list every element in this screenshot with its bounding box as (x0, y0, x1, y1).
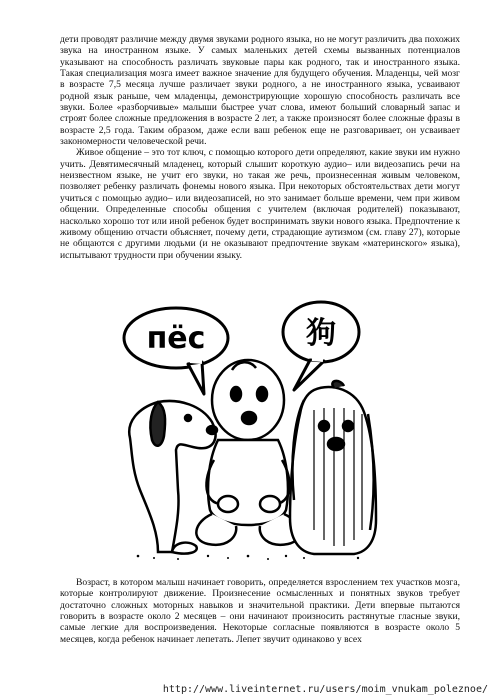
top-text-block (60, 34, 460, 261)
right-dog (290, 381, 376, 554)
bottom-text-block (60, 577, 460, 645)
ground-texture (137, 555, 360, 560)
paragraph-speech-onset: Возраст, в котором малыш начинает говорить, определяется взрослением тех участков мозга, которые контролируют движение. Произнесение осмысленных и понятных звуков требует достаточно сложных моторных навыков и значительной практики. Дети впервые пытаются говорить в возрасте около 2 месяцев – они начинают произносить растянутые гласные звуки, самые легкие для воспроизведения. Некоторые согласные появляются в возрасте около 5 месяцев, когда ребенок начинает лепетать. Лепет звучит одинаково у всех (60, 577, 460, 645)
bubble-right-word: 狗 (306, 316, 336, 351)
illustration-drawing (118, 290, 378, 562)
speech-bubble-right (283, 302, 359, 390)
source-url-watermark: http://www.liveinternet.ru/users/moim_vnukam_poleznoe/ (162, 684, 488, 695)
paragraph-speech-discrimination: дети проводят различие между двумя звуками родного языка, но не могут различить два похожих звука на иностранном языке. У самых маленьких детей схемы вызванных потенциалов указывают на способность различать звуковые пары как родного, так и иностранного языка. Такая специализация мозга имеет важное значение для будущего обучения. Младенцы, чей мозг в возрасте 7,5 месяца лучше различает звуки родного, а не иностранного языка, усваивают родной язык раньше, чем младенцы, демонстрирующие хорошую способность различать все звуки. Более «разборчивые» малыши быстрее учат слова, имеют больший словарный запас и строят более сложные предложения в возрасте 2 лет, а также произносят более сложные фразы в возрасте 2,5 года. Таким образом, даже если ваш ребенок еще не разговаривает, он усваивает закономерности человеческой речи. (60, 34, 460, 148)
baby (196, 360, 299, 545)
paragraph-live-communication: Живое общение – это тот ключ, с помощью которого дети определяют, какие звуки им нужно учить. Девятимесячный младенец, который слышит короткую аудио– или видеозапись речи на неизвестном языке, не учит его звуки, но такая же речь, произнесенная живым человеком, позволяет ребенку различать фонемы нового языка. При некоторых обстоятельствах дети могут учиться с помощью аудио– или видеозаписей, но это занимает больше времени, чем при живом общении. Определенные способы общения с учителем (включая родителей) показывают, насколько хорошо тот или иной ребенок будет воспринимать звуки нового языка. Предпочтение к живому общению отчасти объясняет, почему дети, страдающие аутизмом (см. главу 27), которые не общаются с другими людьми (и не оказывают предпочтение звукам «материнского» языка), испытывают трудности при обучении языку. (60, 147, 460, 261)
speech-bubble-left (124, 308, 228, 394)
illustration-baby-dogs (118, 290, 378, 562)
bubble-left-word: пёс (146, 321, 206, 356)
